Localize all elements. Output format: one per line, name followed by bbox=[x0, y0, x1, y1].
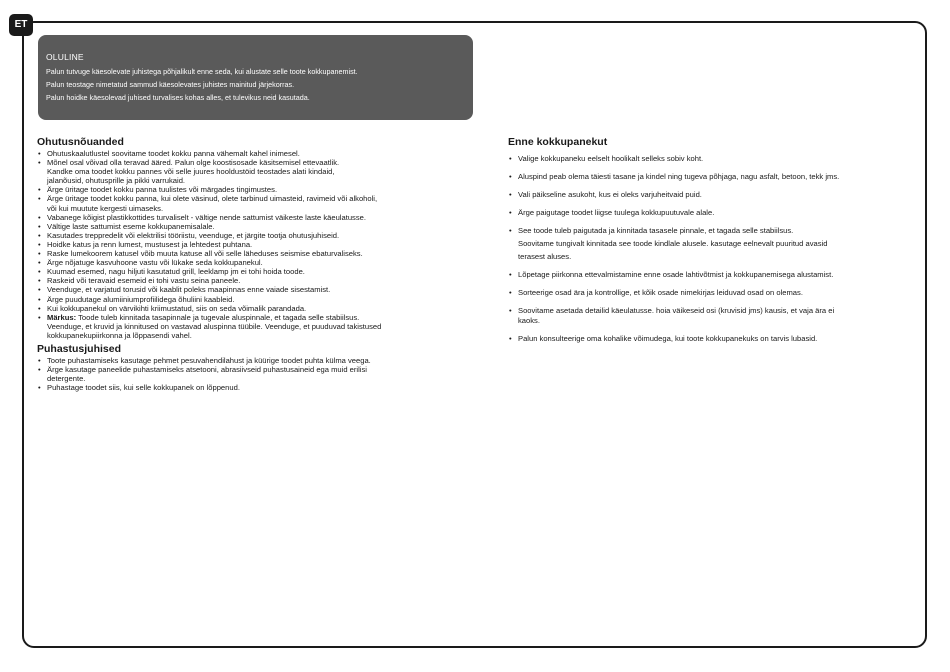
list-item: • Ärge puudutage alumiiniumprofiilidega õhuliini kaableid. bbox=[37, 295, 477, 304]
list-item: • Toote puhastamiseks kasutage pehmet pesuvahendilahust ja küürige toodet puhta külma veega. bbox=[37, 356, 477, 365]
list-item-note: • Märkus: Toode tuleb kinnitada tasapinnale ja tugevale aluspinnale, et tagada selle stabiilsus. Veenduge, et kruvid ja kinnitused on vastavad aluspinna tüübile. Veenduge, et puuduvad takistused kokkupanekupiirkonna ja lõppasendi vahel. bbox=[37, 313, 477, 340]
list-item: • Raskeid või teravaid esemeid ei tohi vastu seina paneele. bbox=[37, 276, 477, 285]
list-item: • Vabanege kõigist plastikkottides turvaliselt - vältige nende sattumist väikeste laste käeulatusse. bbox=[37, 213, 477, 222]
list-item: • Ohutuskaalutlustel soovitame toodet kokku panna vähemalt kahel inimesel. bbox=[37, 149, 477, 158]
before-assembly-list bbox=[508, 154, 923, 344]
list-item: • Soovitame asetada detailid käeulatusse. hoia väikeseid osi (kruvisid jms) kausis, et vaja ära ei kaoks. bbox=[508, 306, 923, 326]
list-item: • Kui kokkupanekul on värvikihti kriimustatud, siis on seda võimalik parandada. bbox=[37, 304, 477, 313]
list-item: • Ärge paigutage toodet liigse tuulega kokkupuutuvale alale. bbox=[508, 208, 923, 218]
important-notice bbox=[38, 35, 473, 120]
list-item: • See toode tuleb paigutada ja kinnitada tasasele pinnale, et tagada selle stabiilsus. Soovitame tungivalt kinnitada see toode kindlale alusele. kasutage eelnevalt puuritud avasid terasest aluses. bbox=[508, 226, 923, 262]
note-label: Märkus: bbox=[47, 312, 77, 322]
care-heading: Puhastusjuhised bbox=[37, 342, 122, 355]
list-item: • Ärge kasutage paneelide puhastamiseks atsetooni, abrasiivseid puhastusaineid ega muid erilisi detergente. bbox=[37, 365, 477, 383]
list-item: • Vali päikseline asukoht, kus ei oleks varjuheitvaid puid. bbox=[508, 190, 923, 200]
list-item: • Ärge üritage toodet kokku panna tuulistes või märgades tingimustes. bbox=[37, 185, 477, 194]
right-column bbox=[508, 135, 923, 352]
notice-title: OLULINE bbox=[46, 52, 84, 62]
notice-line: Palun teostage nimetatud sammud käesolevates juhistes mainitud järjekorras. bbox=[46, 80, 295, 89]
list-item: • Ärge nõjatuge kasvuhoone vastu või lükake seda kokkupanekul. bbox=[37, 258, 477, 267]
list-item: • Kuumad esemed, nagu hiljuti kasutatud grill, leeklamp jm ei tohi hoida toode. bbox=[37, 267, 477, 276]
list-item: • Valige kokkupaneku eelselt hoolikalt selleks sobiv koht. bbox=[508, 154, 923, 164]
notice-line: Palun hoidke käesolevad juhised turvalises kohas alles, et tulevikus neid kasutada. bbox=[46, 93, 310, 102]
list-item: • Hoidke katus ja renn lumest, mustusest ja lehtedest puhtana. bbox=[37, 240, 477, 249]
safety-list bbox=[37, 149, 477, 340]
safety-heading: Ohutusnõuanded bbox=[37, 136, 124, 148]
list-item: • Aluspind peab olema täiesti tasane ja kindel ning tugeva põhjaga, nagu asfalt, betoon, tekk jms. bbox=[508, 172, 923, 182]
list-item: • Sorteerige osad ära ja kontrollige, et kõik osade nimekirjas leiduvad osad on olemas. bbox=[508, 288, 923, 298]
list-item: • Mõnel osal võivad olla teravad ääred. Palun olge koostisosade käsitsemisel ettevaatlik. Kandke oma toodet kokku pannes või selle juures hooldustöid teostades alati kindaid, jalanõusid, ohutusprille ja pikki varrukaid. bbox=[37, 158, 477, 185]
language-badge: ET bbox=[9, 14, 33, 36]
list-item: • Raske lumekoorem katusel võib muuta katuse all või selle läheduses seismise ebaturvaliseks. bbox=[37, 249, 477, 258]
list-item: • Puhastage toodet siis, kui selle kokkupanek on lõppenud. bbox=[37, 383, 477, 392]
care-list bbox=[37, 356, 477, 392]
list-item: • Veenduge, et varjatud torusid või kaablit poleks maapinnas enne vaiade sisestamist. bbox=[37, 285, 477, 294]
list-item: • Vältige laste sattumist eseme kokkupanemisalale. bbox=[37, 222, 477, 231]
left-column bbox=[37, 135, 477, 392]
list-item: • Lõpetage piirkonna ettevalmistamine enne osade lahtivõtmist ja kokkupanemisega alustamist. bbox=[508, 270, 923, 280]
list-item: • Palun konsulteerige oma kohalike võimudega, kui toote kokkupanekuks on tarvis lubasid. bbox=[508, 334, 923, 344]
list-item: • Kasutades treppredelit või elektrilisi tööriistu, veenduge, et järgite tootja ohutusjuhiseid. bbox=[37, 231, 477, 240]
before-assembly-heading: Enne kokkupanekut bbox=[508, 136, 608, 148]
list-item: • Ärge üritage toodet kokku panna, kui olete väsinud, olete tarbinud uimasteid, ravimeid või alkoholi, või kui muutute kergesti uimaseks. bbox=[37, 194, 477, 212]
notice-line: Palun tutvuge käesolevate juhistega põhjalikult enne seda, kui alustate selle toote kokkupanemist. bbox=[46, 67, 358, 76]
